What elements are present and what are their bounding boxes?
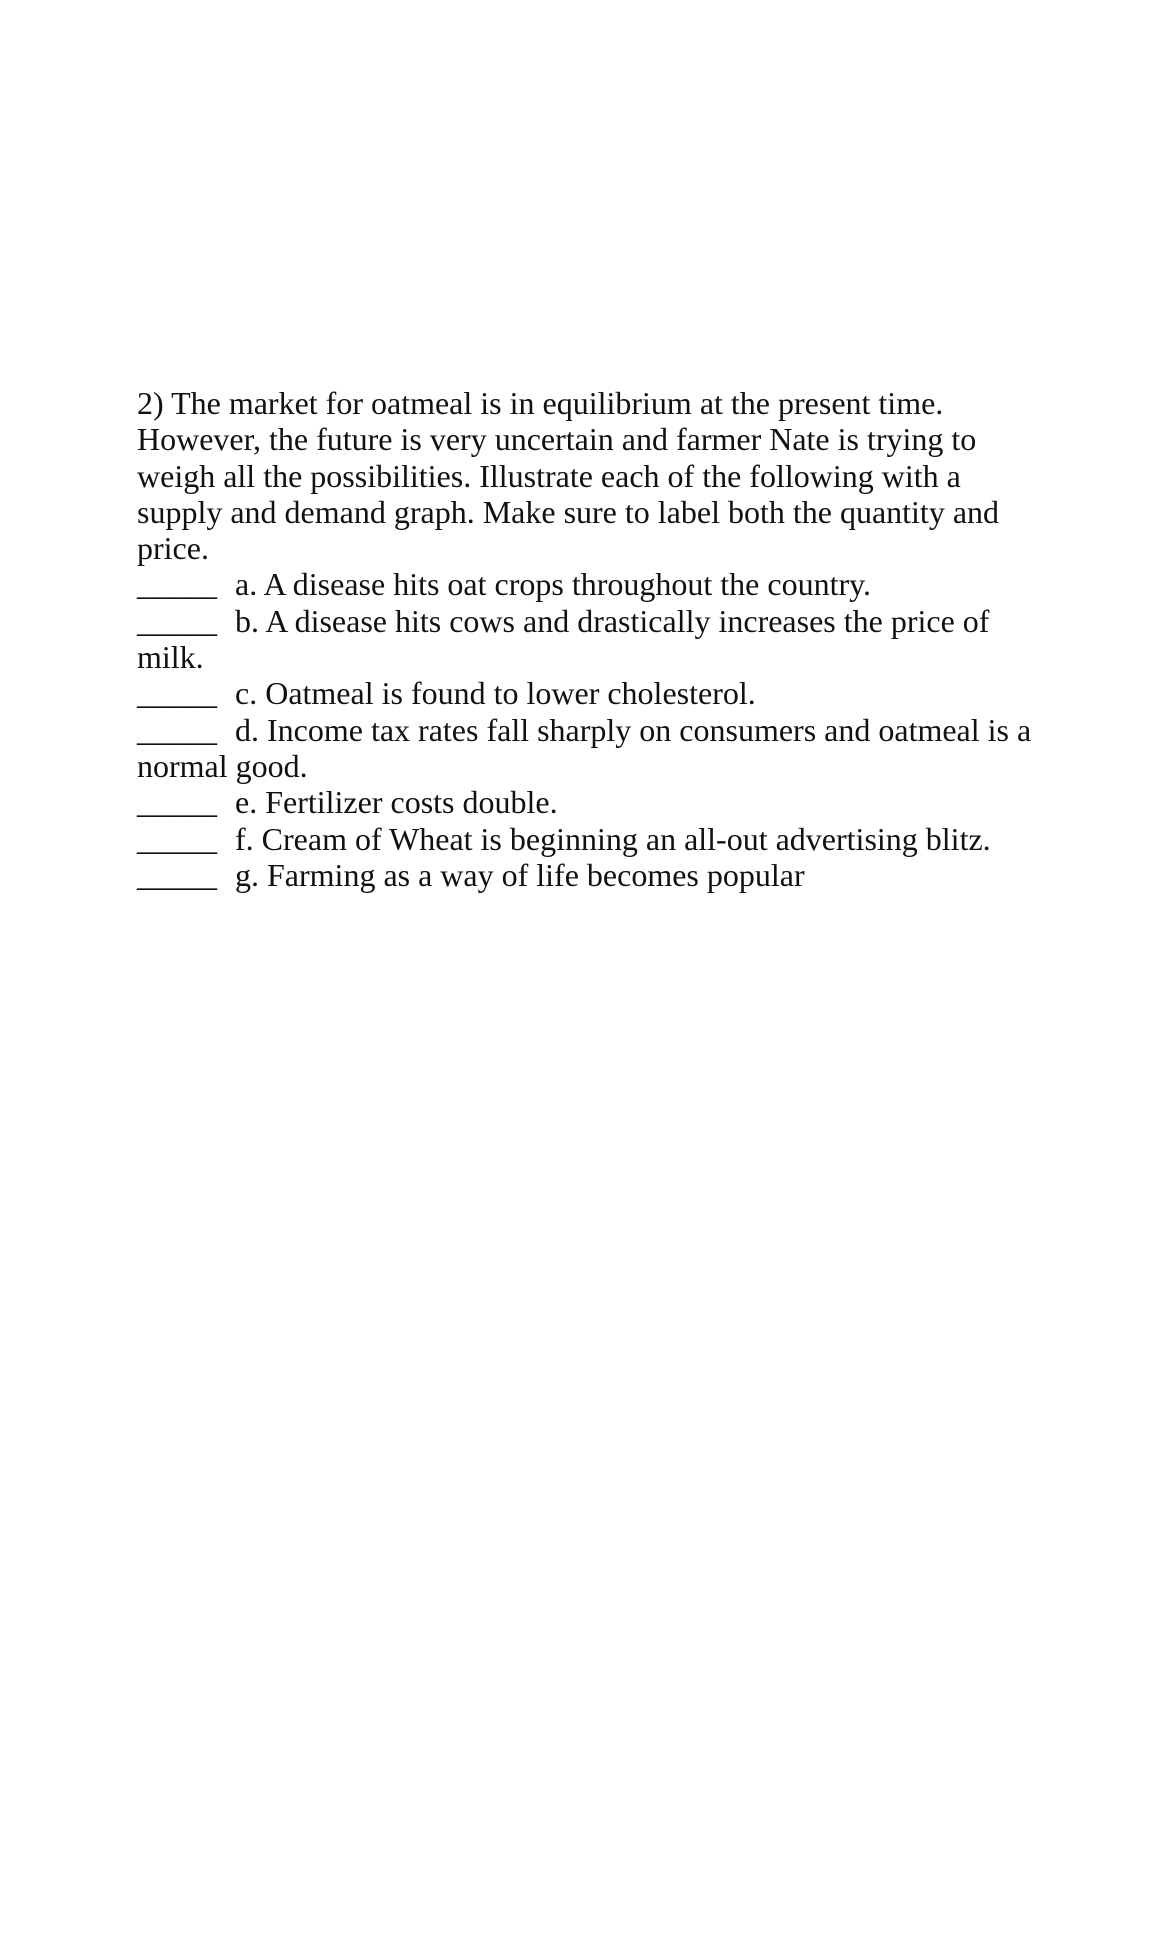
answer-item-c [137, 675, 1042, 711]
question-block [137, 385, 1042, 893]
item-text: a. A disease hits oat crops throughout the country. [235, 566, 872, 603]
answer-blank[interactable]: _____ [137, 711, 217, 748]
answer-blank[interactable]: _____ [137, 784, 217, 821]
answer-item-a [137, 566, 1042, 602]
item-text: e. Fertilizer costs double. [235, 784, 558, 821]
answer-item-g [137, 857, 1042, 893]
answer-blank[interactable]: _____ [137, 675, 217, 712]
item-text: g. Farming as a way of life becomes popular [235, 856, 805, 893]
question-intro: 2) The market for oatmeal is in equilibrium at the present time. However, the future is very uncertain and farmer Nate is trying to weigh all the possibilities. Illustrate each of the following with a supply and demand graph. Make sure to label both the quantity and price. [137, 385, 1000, 567]
answer-blank[interactable]: _____ [137, 602, 217, 639]
answer-item-e [137, 784, 1042, 820]
item-text: f. Cream of Wheat is beginning an all-out advertising blitz. [235, 820, 991, 857]
answer-item-f [137, 821, 1042, 857]
answer-blank[interactable]: _____ [137, 856, 217, 893]
answer-blank[interactable]: _____ [137, 566, 217, 603]
item-text: c. Oatmeal is found to lower cholesterol. [235, 675, 756, 712]
item-text: d. Income tax rates fall sharply on consumers and oatmeal is a normal good. [137, 711, 1032, 784]
answer-item-b [137, 603, 1042, 676]
item-text: b. A disease hits cows and drastically increases the price of milk. [137, 602, 990, 676]
answer-blank[interactable]: _____ [137, 820, 217, 857]
answer-item-list [137, 566, 1042, 893]
answer-item-d [137, 712, 1042, 785]
